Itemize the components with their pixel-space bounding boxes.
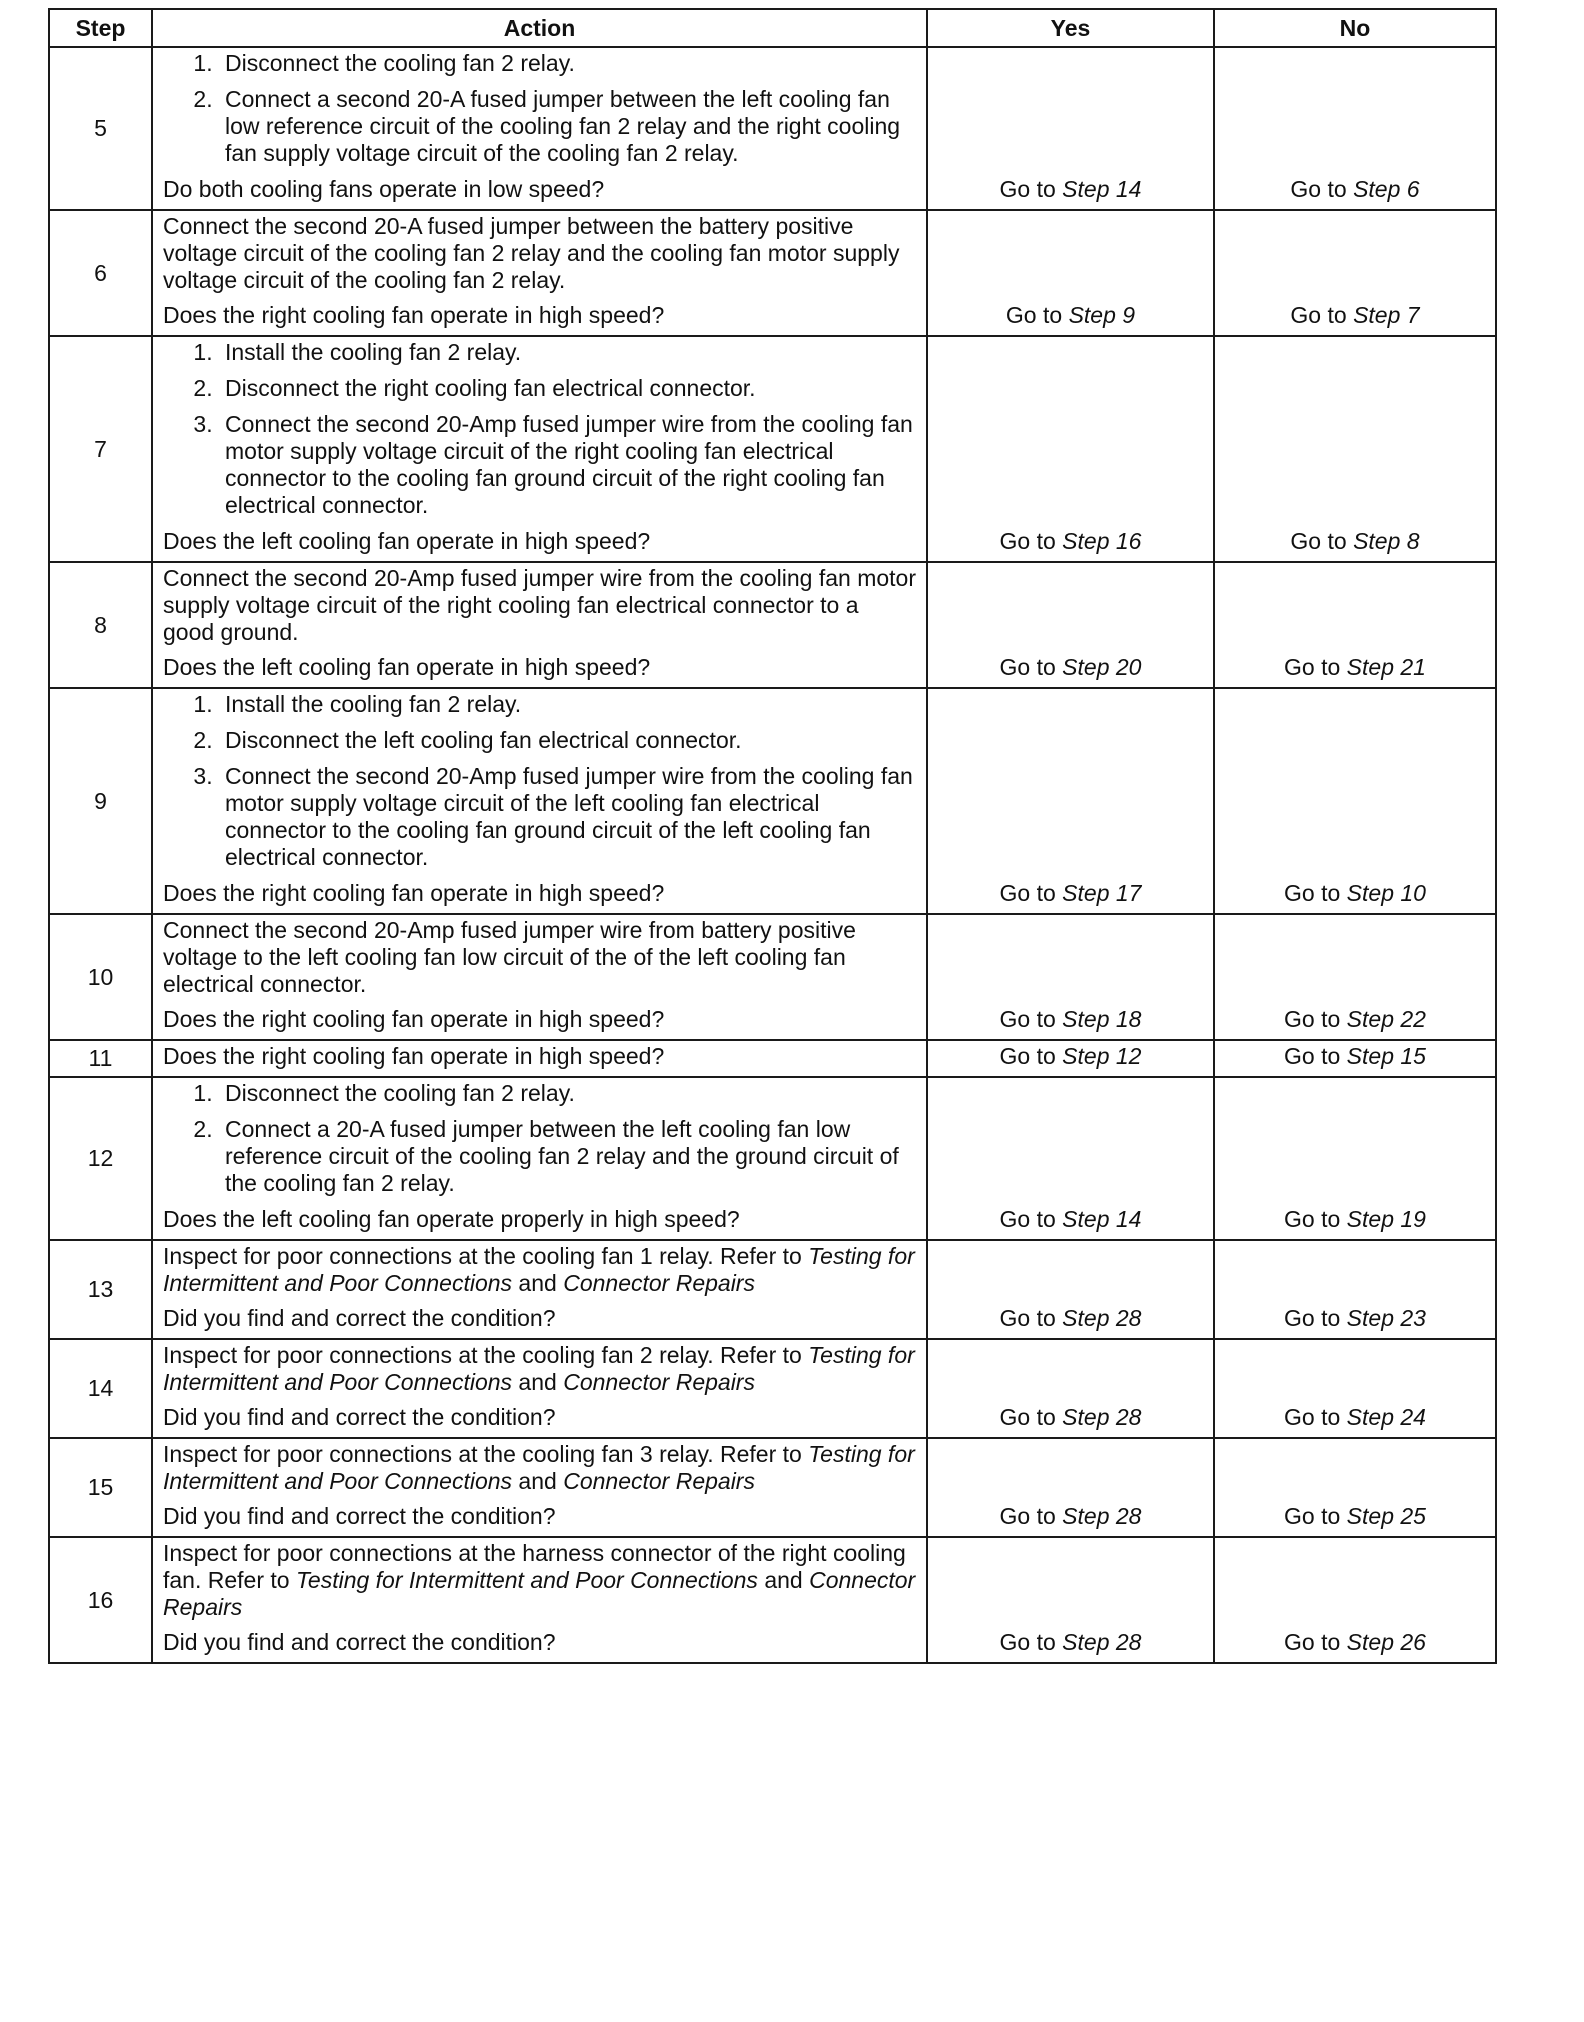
diagnostic-table [48,8,1497,1664]
text-run: Connect the second 20-Amp fused jumper wire from the cooling fan motor supply voltage circuit of the left cooling fan electrical connector to the cooling fan ground circuit of the left cooling fan electrical connector. [225,763,913,870]
table-row [49,1537,1496,1663]
yes-result [927,562,1214,688]
action-step-item [219,691,916,718]
action-step-item [219,339,916,366]
no-result [1214,336,1496,562]
action-text [163,1342,916,1396]
action-step-item [219,1116,916,1197]
table-row [49,1077,1496,1240]
table-row [49,336,1496,562]
step-number: 7 [49,336,152,562]
yes-result [927,336,1214,562]
text-run: Inspect for poor connections at the cooling fan 2 relay. Refer to [163,1342,809,1368]
goto-step: Step 8 [1353,528,1420,554]
table-row [49,1040,1496,1077]
goto-prefix: Go to [999,1404,1063,1430]
yes-result [927,1438,1214,1537]
text-run: and [512,1270,564,1296]
action-step-item [219,411,916,519]
text-run: and [512,1468,564,1494]
goto-prefix: Go to [1284,880,1347,906]
step-number: 8 [49,562,152,688]
goto-step: Step 21 [1346,654,1426,680]
goto-prefix: Go to [999,1503,1063,1529]
table-row [49,1339,1496,1438]
action-cell [152,914,927,1040]
action-question: Did you find and correct the condition? [163,1503,556,1529]
reference-link-text: Connector Repairs [563,1270,755,1296]
text-run: Disconnect the right cooling fan electrical connector. [225,375,756,401]
header-step: Step [49,9,152,47]
action-cell [152,47,927,210]
reference-link-text: Connector Repairs [563,1369,755,1395]
reference-link-text: Testing for Intermittent and Poor Connections [295,1567,758,1593]
goto-step: Step 16 [1062,528,1142,554]
goto-step: Step 18 [1062,1006,1142,1032]
action-question: Does the right cooling fan operate in high speed? [163,1006,665,1032]
goto-step: Step 25 [1346,1503,1426,1529]
table-header [49,9,1496,47]
action-cell [152,1438,927,1537]
reference-link-text: Testing for Intermittent and Poor Connections [163,1342,915,1395]
header-no: No [1214,9,1496,47]
goto-prefix: Go to [1284,1305,1347,1331]
action-body [163,917,916,1033]
goto-prefix: Go to [1284,1503,1347,1529]
action-cell [152,1240,927,1339]
action-cell [152,336,927,562]
header-row [49,9,1496,47]
action-cell [152,1537,927,1663]
action-steps-list [163,339,916,519]
no-result [1214,688,1496,914]
action-text [163,1540,916,1621]
action-cell [152,562,927,688]
goto-step: Step 22 [1346,1006,1426,1032]
text-run: Connect a second 20-A fused jumper between the left cooling fan low reference circuit of the cooling fan 2 relay and the right cooling fan supply voltage circuit of the cooling fan 2 relay. [225,86,901,166]
text-run: Inspect for poor connections at the cooling fan 1 relay. Refer to [163,1243,809,1269]
goto-prefix: Go to [999,1629,1063,1655]
action-step-item [219,1080,916,1107]
text-run: Inspect for poor connections at the cooling fan 3 relay. Refer to [163,1441,809,1467]
no-result [1214,47,1496,210]
action-body [163,1441,916,1530]
no-result [1214,1438,1496,1537]
text-run: Inspect for poor connections at the harness connector of the right cooling fan. Refer to [163,1540,906,1593]
goto-prefix: Go to [999,1006,1063,1032]
action-question: Did you find and correct the condition? [163,1404,556,1430]
table-row [49,47,1496,210]
goto-step: Step 28 [1062,1503,1142,1529]
action-text [163,213,916,294]
text-run: Connect the second 20-Amp fused jumper wire from the cooling fan motor supply voltage circuit of the right cooling fan electrical connector to a good ground. [163,565,916,645]
goto-prefix: Go to [1290,176,1354,202]
goto-prefix: Go to [1284,1006,1347,1032]
header-yes: Yes [927,9,1214,47]
no-result [1214,1339,1496,1438]
goto-prefix: Go to [999,1305,1063,1331]
no-result [1214,210,1496,336]
yes-result [927,210,1214,336]
action-text [163,1441,916,1495]
table-body [49,47,1496,1663]
text-run: Disconnect the cooling fan 2 relay. [225,1080,575,1106]
text-run: and [757,1567,810,1593]
goto-step: Step 20 [1062,654,1142,680]
goto-step: Step 26 [1346,1629,1426,1655]
action-question: Does the right cooling fan operate in high speed? [163,1043,665,1069]
goto-prefix: Go to [1290,528,1354,554]
goto-prefix: Go to [999,1043,1063,1069]
goto-prefix: Go to [1290,302,1354,328]
action-question: Does the left cooling fan operate in high speed? [163,654,651,680]
goto-step: Step 17 [1062,880,1142,906]
yes-result [927,47,1214,210]
table-row [49,562,1496,688]
yes-result [927,688,1214,914]
goto-prefix: Go to [999,528,1063,554]
goto-prefix: Go to [1284,1629,1347,1655]
text-run: Install the cooling fan 2 relay. [225,691,522,717]
action-step-item [219,375,916,402]
table-row [49,914,1496,1040]
reference-link-text: Connector Repairs [563,1468,755,1494]
table-row [49,688,1496,914]
action-step-item [219,50,916,77]
step-number: 12 [49,1077,152,1240]
goto-prefix: Go to [1284,1206,1347,1232]
goto-step: Step 12 [1062,1043,1142,1069]
goto-step: Step 28 [1062,1404,1142,1430]
reference-link-text: Testing for Intermittent and Poor Connections [163,1441,915,1494]
text-run: Disconnect the cooling fan 2 relay. [225,50,575,76]
action-cell [152,210,927,336]
action-cell [152,1339,927,1438]
goto-step: Step 28 [1062,1629,1142,1655]
action-cell [152,1040,927,1077]
goto-step: Step 19 [1346,1206,1426,1232]
table-row [49,1438,1496,1537]
goto-prefix: Go to [1284,654,1347,680]
action-body [163,1540,916,1656]
goto-step: Step 7 [1353,302,1420,328]
action-body [163,565,916,681]
action-question: Did you find and correct the condition? [163,1305,556,1331]
action-step-item [219,86,916,167]
goto-step: Step 6 [1353,176,1420,202]
action-question: Does the left cooling fan operate properly in high speed? [163,1206,740,1232]
reference-link-text: Testing for Intermittent and Poor Connections [163,1243,915,1296]
table-row [49,1240,1496,1339]
goto-step: Step 28 [1062,1305,1142,1331]
yes-result [927,1537,1214,1663]
action-body [163,1342,916,1431]
goto-prefix: Go to [999,1206,1063,1232]
action-question: Does the left cooling fan operate in high speed? [163,528,651,554]
action-question: Do both cooling fans operate in low speed? [163,176,605,202]
no-result [1214,1240,1496,1339]
text-run: Disconnect the left cooling fan electrical connector. [225,727,742,753]
action-text [163,917,916,998]
step-number: 14 [49,1339,152,1438]
goto-prefix: Go to [999,880,1063,906]
action-steps-list [163,50,916,167]
action-cell [152,688,927,914]
step-number: 11 [49,1040,152,1077]
step-number: 6 [49,210,152,336]
action-question: Does the right cooling fan operate in high speed? [163,302,665,328]
action-question: Does the right cooling fan operate in high speed? [163,880,665,906]
text-run: Install the cooling fan 2 relay. [225,339,522,365]
no-result [1214,914,1496,1040]
step-number: 16 [49,1537,152,1663]
step-number: 15 [49,1438,152,1537]
text-run: Connect the second 20-Amp fused jumper wire from battery positive voltage to the left cooling fan low circuit of the of the left cooling fan electrical connector. [163,917,856,997]
action-steps-list [163,1080,916,1197]
step-number: 5 [49,47,152,210]
goto-prefix: Go to [1284,1404,1347,1430]
yes-result [927,1077,1214,1240]
header-action: Action [152,9,927,47]
text-run: Connect the second 20-A fused jumper between the battery positive voltage circuit of the cooling fan 2 relay and the cooling fan motor supply voltage circuit of the cooling fan 2 relay. [163,213,900,293]
action-text [163,565,916,646]
goto-step: Step 14 [1062,1206,1142,1232]
goto-step: Step 15 [1346,1043,1426,1069]
step-number: 10 [49,914,152,1040]
no-result [1214,562,1496,688]
text-run: and [512,1369,564,1395]
action-step-item [219,763,916,871]
no-result [1214,1077,1496,1240]
reference-link-text: Connector Repairs [163,1567,916,1620]
text-run: Connect the second 20-Amp fused jumper wire from the cooling fan motor supply voltage circuit of the right cooling fan electrical connector to the cooling fan ground circuit of the right cooling fan electrical connector. [225,411,913,518]
action-step-item [219,727,916,754]
action-cell [152,1077,927,1240]
step-number: 9 [49,688,152,914]
goto-step: Step 10 [1346,880,1426,906]
goto-prefix: Go to [1284,1043,1347,1069]
goto-step: Step 14 [1062,176,1142,202]
goto-prefix: Go to [999,654,1063,680]
goto-step: Step 24 [1346,1404,1426,1430]
yes-result [927,914,1214,1040]
action-steps-list [163,691,916,871]
no-result [1214,1040,1496,1077]
text-run: Connect a 20-A fused jumper between the left cooling fan low reference circuit of the cooling fan 2 relay and the ground circuit of the cooling fan 2 relay. [225,1116,899,1196]
action-text [163,1243,916,1297]
step-number: 13 [49,1240,152,1339]
action-question: Did you find and correct the condition? [163,1629,556,1655]
yes-result [927,1040,1214,1077]
table-row [49,210,1496,336]
goto-prefix: Go to [999,176,1063,202]
action-body [163,1243,916,1332]
goto-step: Step 23 [1346,1305,1426,1331]
no-result [1214,1537,1496,1663]
action-body [163,213,916,329]
yes-result [927,1339,1214,1438]
yes-result [927,1240,1214,1339]
goto-step: Step 9 [1068,302,1136,328]
goto-prefix: Go to [1005,302,1069,328]
